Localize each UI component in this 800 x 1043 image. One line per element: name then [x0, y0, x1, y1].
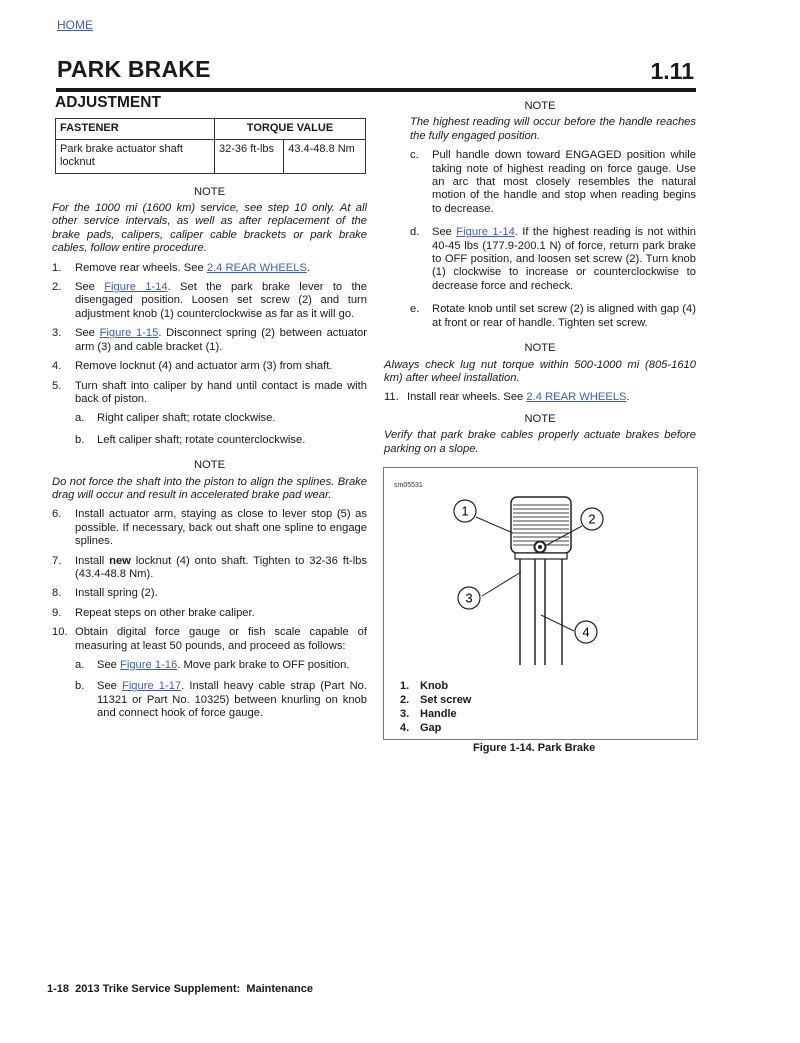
step-number: a.: [75, 412, 85, 425]
header-rule: [56, 88, 696, 92]
step-number: 5.: [52, 379, 62, 392]
note-label: NOTE: [193, 459, 226, 472]
table-cell-fastener: Park brake actuator shaft locknut: [56, 139, 215, 173]
step-4: [52, 360, 367, 373]
step-e: [410, 303, 696, 330]
callout-4: [575, 621, 597, 643]
step-9: [52, 607, 367, 620]
step-text: See: [97, 680, 122, 693]
step-number: d.: [410, 226, 420, 239]
legend-text: Set screw: [420, 694, 472, 706]
rear-wheels-link[interactable]: 2.4 REAR WHEELS: [526, 391, 627, 404]
step-text: . Move park brake to OFF position.: [177, 659, 350, 671]
step-number: 1.: [52, 261, 62, 274]
step-number: 4.: [52, 360, 62, 373]
rear-wheels-link[interactable]: 2.4 REAR WHEELS: [206, 261, 307, 274]
page-title: PARK BRAKE: [57, 56, 211, 82]
legend-number: 2.: [400, 694, 410, 706]
home-link[interactable]: HOME: [57, 18, 93, 32]
step-text: .: [306, 261, 311, 274]
step-text: locknut (4) onto shaft. Tighten to 32-36 ft-lbs (43.4-48.8 Nm).: [75, 554, 367, 580]
step-5: [52, 380, 367, 407]
step-7: [52, 555, 367, 582]
note-label: NOTE: [524, 342, 556, 355]
step-number: c.: [410, 149, 419, 162]
step-3: [52, 327, 367, 354]
note-text: Always check lug nut torque within 500-1000 mi (805-1610 km) after wheel installation.: [384, 358, 696, 384]
callout-1: [454, 500, 476, 522]
step-10a: [75, 659, 367, 672]
table-row: [56, 139, 366, 173]
step-text: See: [432, 226, 457, 239]
note-text: Do not force the shaft into the piston to align the splines. Brake drag will occur and result in accelerated brake pad wear.: [52, 475, 367, 501]
step-text: Obtain digital force gauge or fish scale capable of measuring at least 50 pounds, and proceed as follows:: [75, 626, 367, 652]
step-text: See: [75, 327, 100, 340]
step-number: 8.: [52, 587, 62, 600]
step-2: [52, 281, 367, 321]
step-d: [410, 226, 696, 293]
figure-id: sm05531: [394, 482, 423, 489]
handle-drawing: [520, 559, 562, 665]
step-text: Turn shaft into caliper by hand until contact is made with back of piston.: [75, 379, 367, 405]
step-5b: [75, 434, 367, 447]
step-text: Install rear wheels. See: [407, 391, 527, 404]
figure-1-14-link[interactable]: Figure 1-14: [104, 281, 168, 294]
note-label: NOTE: [524, 100, 556, 112]
step-text: Remove rear wheels. See: [75, 261, 207, 274]
callout-3: [458, 587, 480, 609]
step-11: [384, 391, 696, 404]
legend-item: [400, 693, 471, 707]
step-text: Rotate knob until set screw (2) is aligned with gap (4) at front or rear of handle. Tighten set screw.: [432, 303, 696, 329]
step-number: b.: [75, 680, 85, 693]
step-text: .: [626, 391, 630, 404]
step-text: Remove locknut (4) and actuator arm (3) from shaft.: [75, 360, 333, 373]
step-5a: [75, 412, 367, 425]
figure-legend: [400, 679, 471, 735]
step-10b: [75, 680, 367, 720]
legend-text: Handle: [420, 708, 457, 720]
step-1: [52, 262, 367, 275]
step-text: Left caliper shaft; rotate counterclockwise.: [97, 433, 306, 446]
note-text: The highest reading will occur before the handle reaches the fully engaged position.: [410, 116, 696, 142]
legend-text: Gap: [420, 722, 442, 734]
section-number: 1.11: [650, 58, 694, 84]
step-text: See: [97, 659, 121, 671]
legend-item: [400, 679, 471, 693]
step-6: [52, 508, 367, 548]
legend-item: [400, 707, 471, 721]
page-footer: 1-18 2013 Trike Service Supplement: Maintenance: [47, 983, 313, 995]
note-text: Verify that park brake cables properly actuate brakes before parking on a slope.: [384, 429, 696, 455]
step-text: . Disconnect spring (2) between actuator arm (3) and cable bracket (1).: [75, 327, 368, 353]
step-number: a.: [75, 659, 85, 671]
callout-3-label: 3: [465, 590, 473, 606]
table-header-fastener: FASTENER: [56, 119, 215, 139]
step-c: [410, 149, 696, 216]
step-text: Pull handle down toward ENGAGED position while taking note of highest reading on force gauge. Use an arc that most closely resembles the natural motion of the handle and stop when reading begins to decrease.: [432, 149, 696, 215]
step-number: 9.: [52, 606, 62, 619]
callout-1-label: 1: [461, 503, 469, 519]
callout-4-label: 4: [582, 624, 590, 640]
step-text: . Set the park brake lever to the disengaged position. Loosen set screw (2) and turn adjustment knob (1) counterclockwise as far as it will go.: [75, 281, 367, 320]
figure-1-15-link[interactable]: Figure 1-15: [99, 327, 159, 340]
figure-1-14-link[interactable]: Figure 1-14: [456, 226, 515, 239]
note-label: NOTE: [524, 412, 556, 425]
step-number: b.: [75, 433, 85, 446]
set-screw-center: [538, 545, 542, 549]
legend-item: [400, 721, 471, 735]
table-header-torque: TORQUE VALUE: [215, 119, 366, 139]
step-text: Install actuator arm, staying as close to lever stop (5) as possible. If necessary, back out shaft one spline to engage splines.: [75, 508, 367, 548]
legend-number: 3.: [400, 708, 410, 720]
step-text: . Install heavy cable strap (Part No. 11321 or Part No. 10325) between knurling on knob and connect hook of force gauge.: [97, 680, 368, 720]
note-label: NOTE: [193, 185, 226, 198]
callout-2: [581, 508, 603, 530]
legend-number: 4.: [400, 722, 410, 734]
figure-caption: Figure 1-14. Park Brake: [473, 742, 596, 754]
step-text: . If the highest reading is not within 40-45 lbs (177.9-200.1 N) of force, return park brake to OFF position, and loosen set screw (2). Turn knob (1) clockwise to increase or counterclockwise to decrease force and recheck.: [432, 226, 697, 292]
table-cell-nm: 43.4-48.8 Nm: [284, 139, 366, 173]
step-8: [52, 587, 367, 600]
step-text: Repeat steps on other brake caliper.: [75, 606, 255, 619]
step-text-bold: new: [109, 554, 131, 567]
step-number: 3.: [52, 327, 62, 340]
section-heading: ADJUSTMENT: [55, 94, 161, 111]
step-text: Install: [75, 554, 110, 567]
step-text: Right caliper shaft; rotate clockwise.: [97, 412, 276, 425]
step-number: 2.: [52, 281, 62, 294]
left-column: [52, 96, 367, 721]
step-number: e.: [410, 303, 420, 316]
step-number: 11.: [384, 391, 399, 404]
note-text: For the 1000 mi (1600 km) service, see step 10 only. At all other service intervals, as well as after replacement of the brake pads, calipers, caliper cable brackets or park brake cables, follow entire procedure.: [52, 202, 367, 255]
step-text: Install spring (2).: [75, 587, 158, 600]
legend-number: 1.: [400, 680, 410, 692]
callout-2-label: 2: [588, 511, 596, 527]
step-10: [52, 626, 367, 653]
step-text: See: [75, 281, 105, 294]
right-column: [384, 98, 696, 462]
table-cell-ftlbs: 32-36 ft-lbs: [215, 139, 284, 173]
handle-collar: [515, 553, 567, 559]
step-number: 10.: [52, 626, 68, 639]
figure-1-16-link[interactable]: Figure 1-16: [120, 659, 178, 671]
step-number: 7.: [52, 554, 62, 567]
torque-table: [55, 118, 366, 173]
legend-text: Knob: [420, 680, 449, 692]
step-number: 6.: [52, 508, 62, 521]
figure-1-17-link[interactable]: Figure 1-17: [121, 680, 182, 693]
